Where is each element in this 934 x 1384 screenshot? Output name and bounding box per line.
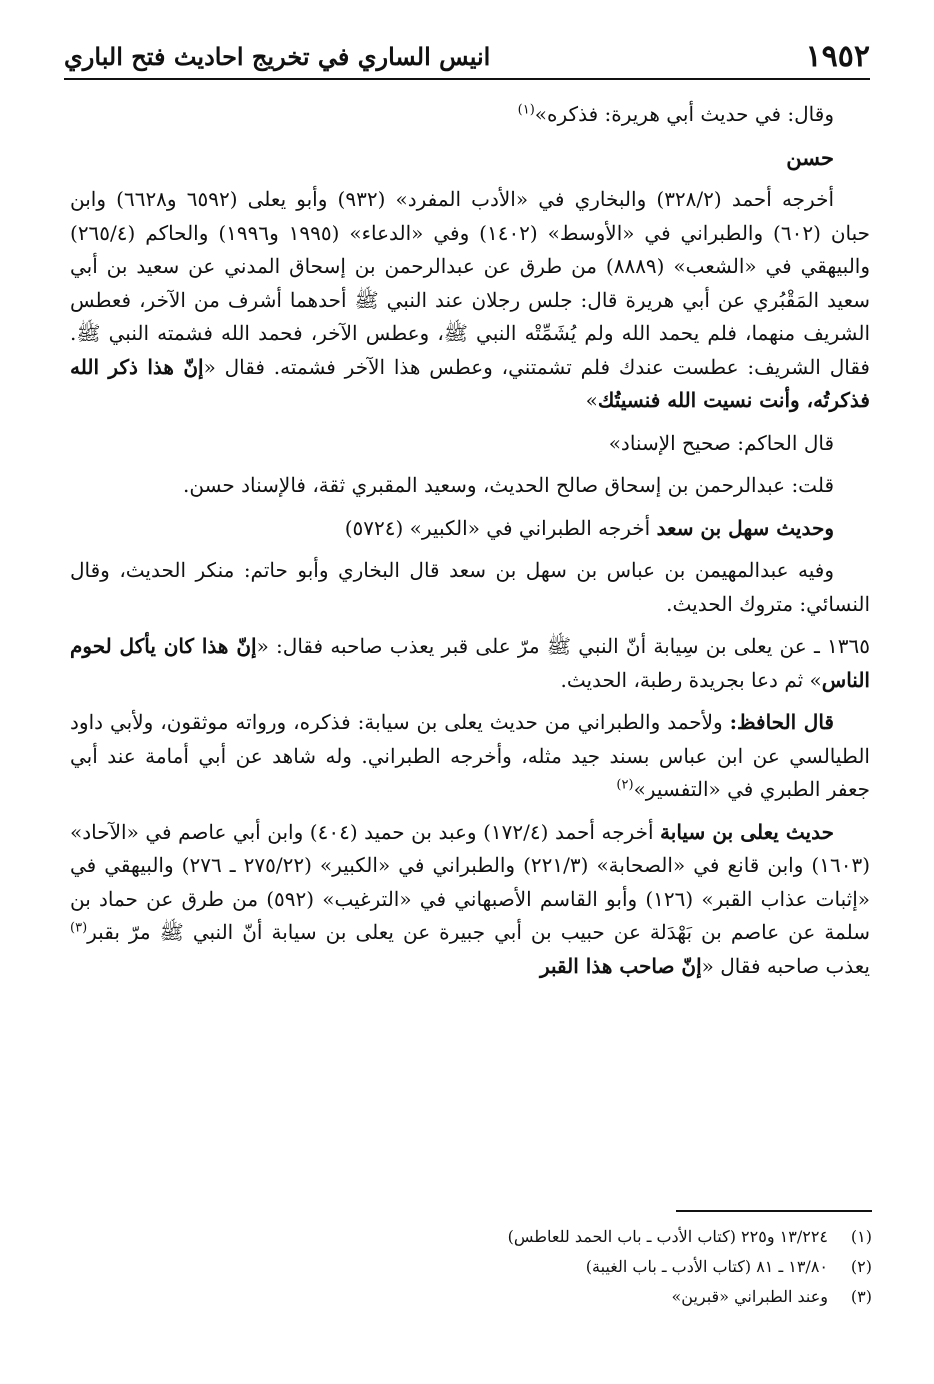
paragraph-hadith-1365 [70,630,870,697]
footnote-text: ١٣/٢٢٤ و٢٢٥ (كتاب الأدب ـ باب الحمد للعاطس) [507,1227,828,1246]
paragraph-text: وقال: في حديث أبي هريرة: فذكره» [534,102,834,126]
paragraph-takhrij-1 [70,183,870,418]
footnote-text: ١٣/٨٠ ـ ٨١ (كتاب الأدب ـ باب الغيبة) [585,1257,828,1276]
footnote-ref-3: (٣) [70,920,88,936]
page-number: ١٩٥٢ [805,38,870,74]
paragraph-text: » ثم دعا بجريدة رطبة، الحديث. [560,667,822,692]
hadith-quote: إنّ صاحب هذا القبر [539,953,702,978]
narration-title: حديث يعلى بن سيابة [660,819,834,844]
narration-title: وحديث سهل بن سعد [656,515,834,540]
paragraph-quote-end [70,98,870,132]
footnote-item [300,1282,872,1312]
paragraph-takhrij-2 [70,816,870,984]
footnote-text: وعند الطبراني «قبرين» [671,1287,828,1306]
paragraph-hakim: قال الحاكم: صحيح الإسناد» [608,430,834,455]
footnote-number: (٣) [850,1287,872,1306]
paragraph-text: أخرجه أحمد (١٧٢/٤) وعبد بن حميد (٤٠٤) وابن أبي عاصم في «الآحاد» (١٦٠٣) وابن قانع في «الصحابة» (٢٢١/٣) والطبراني في «الكبير» (٢٧٥/٢٢ ـ ٢٧٦) والبيهقي في «إثبات عذاب القبر» (١٢٦) وأبو القاسم الأصبهاني في «الترغيب» (٥٩٢) من طرق عن حماد بن سلمة عن عاصم بن بَهْدَلة عن حبيب بن أبي جبيرة عن يعلى بن سيابة أنّ النبي ﷺ مرّ بقبر [70,819,870,944]
hadith-grade: حسن [786,144,834,170]
paragraph-hafiz [70,706,870,807]
page-header [64,34,870,80]
footnote-ref-1: (١) [517,102,535,118]
main-text [70,98,870,992]
paragraph-narrator-note: وفيه عبدالمهيمن بن عباس بن سهل بن سعد قال البخاري وأبو حاتم: منكر الحديث، وقال النسائي: متروك الحديث. [70,558,870,616]
hadith-quote: إنّ هذا ذكر الله فذكرتُه، وأنت نسيت الله فنسيتُك [70,354,870,412]
paragraph-text: » [585,388,598,412]
paragraph-text: يعذب صاحبه فقال « [701,953,870,978]
paragraph-comment: قلت: عبدالرحمن بن إسحاق صالح الحديث، وسعيد المقبري ثقة، فالإسناد حسن. [182,473,834,497]
paragraph-text: أخرجه الطبراني في «الكبير» (٥٧٢٤) [344,515,657,540]
footnote-item [300,1252,872,1282]
footnote-number: (١) [850,1227,872,1246]
footnote-ref-2: (٢) [616,777,634,793]
paragraph-text: ١٣٦٥ ـ عن يعلى بن سِيابة أنّ النبي ﷺ مرّ على قبر يعذب صاحبه فقال: « [256,634,871,658]
footnote-number: (٢) [850,1257,872,1276]
section-label: قال الحافظ: [729,710,834,734]
paragraph-text: ولأحمد والطبراني من حديث يعلى بن سيابة: فذكره، ورواته موثقون، ولأبي داود الطيالسي عن ابن عباس بسند جيد مثله، وأخرجه الطبراني. وله شاهد عن أبي أمامة عند أبي جعفر الطبري في «التفسير» [70,710,870,801]
paragraph-text: أخرجه أحمد (٣٢٨/٢) والبخاري في «الأدب المفرد» (٩٣٢) وأبو يعلى (٦٥٩٢ و٦٦٢٨) وابن حبان (٦٠٢) والطبراني في «الأوسط» (١٤٠٢) وفي «الدعاء» (١٩٩٥ و١٩٩٦) والحاكم (٢٦٥/٤) والبيهقي في «الشعب» (٨٨٨٩) من طرق عن عبدالرحمن بن إسحاق المدني عن سعيد بن أبي سعيد المَقْبُري عن أبي هريرة قال: جلس رجلان عند النبي ﷺ أحدهما أشرف من الآخر، فعطس الشريف منهما، فلم يحمد الله ولم يُشَمِّتْه النبي ﷺ، وعطس الآخر، فحمد الله فشمته النبي ﷺ. فقال الشريف: عطست عندك فلم تشمتني، وعطس هذا الآخر فشمته. فقال « [70,187,871,379]
footnote-item [300,1222,872,1252]
hadith-quote: إنّ هذا كان يأكل لحوم الناس [70,634,870,692]
book-title: انيس الساري في تخريج احاديث فتح الباري [64,41,491,71]
paragraph-sahl [70,512,870,546]
footnote-separator [676,1210,872,1212]
footnotes [300,1222,872,1312]
